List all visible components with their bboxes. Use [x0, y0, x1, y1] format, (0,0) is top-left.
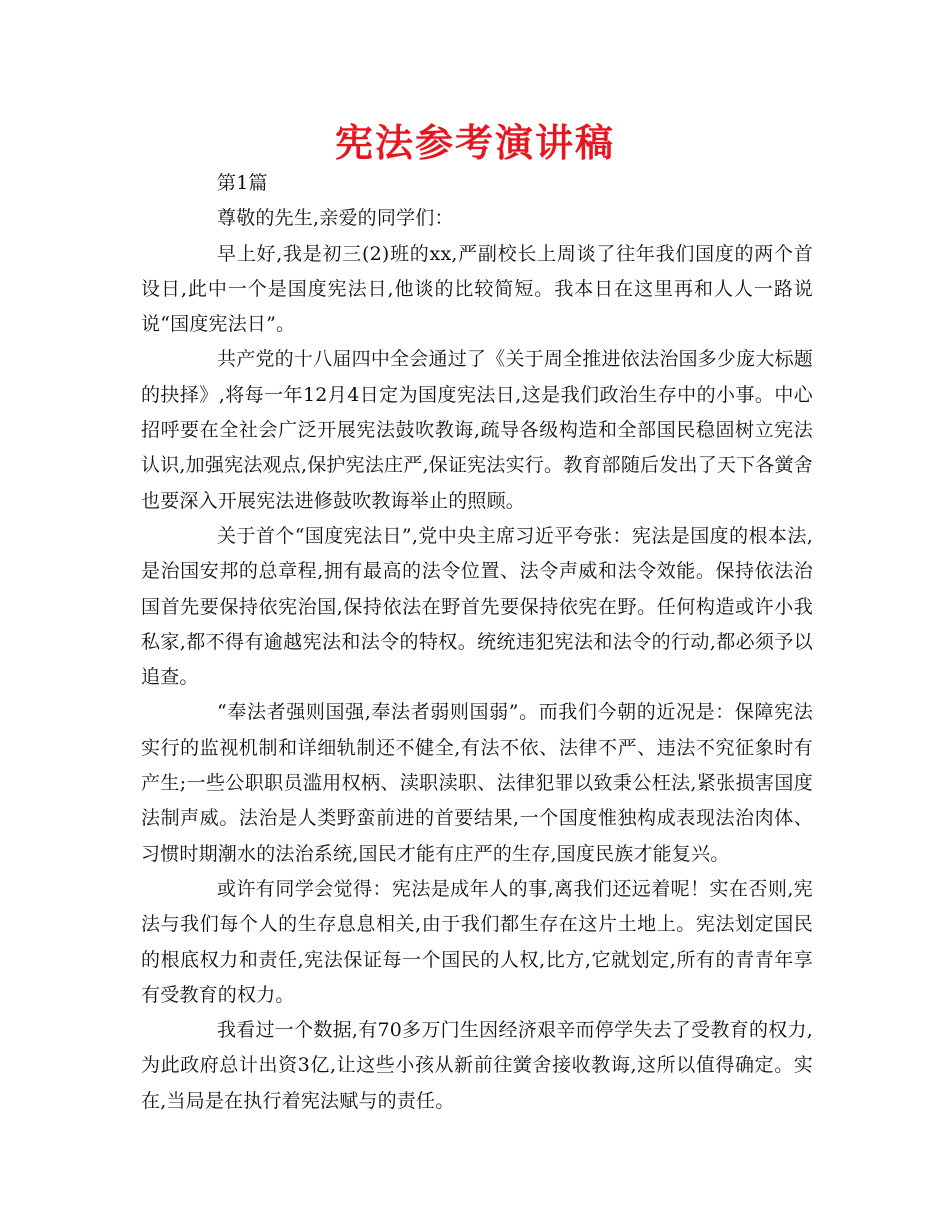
paragraph: “奉法者强则国强,奉法者弱则国弱”。而我们今朝的近况是：保障宪法实行的监视机制和详细轨制还不健全,有法不依、法律不严、违法不究征象时有产生;一些公职职员滥用权柄、渎职渎职、法律犯罪以致秉公枉法,紧张损害国度法制声威。法治是人类野蛮前进的首要结果,一个国度惟独构成表现法治肉体、习惯时期潮水的法治系统,国民才能有庄严的生存,国度民族才能复兴。 — [141, 701, 813, 865]
document-title: 宪法参考演讲稿 — [334, 121, 615, 165]
paragraph: 我看过一个数据,有70多万门生因经济艰辛而停学失去了受教育的权力,为此政府总计出资3亿,让这些小孩从新前往黉舍接收教诲,这所以值得确定。实在,当局是在执行着宪法赋与的责任。 — [141, 1019, 813, 1112]
paragraph: 早上好,我是初三(2)班的xx,严副校长上周谈了往年我们国度的两个首设日,此中一个是国度宪法日,他谈的比较简短。我本日在这里再和人人一路说说“国度宪法日”。 — [141, 242, 813, 336]
section-heading: 第1篇 — [217, 172, 268, 194]
paragraph: 共产党的十八届四中全会通过了《关于周全推进依法治国多少庞大标题的抉择》,将每一年12月4日定为国度宪法日,这是我们政治生存中的小事。中心招呼要在全社会广泛开展宪法鼓吹教诲,疏导各级构造和全部国民稳固树立宪法认识,加强宪法观点,保护宪法庄严,保证宪法实行。教育部随后发出了天下各黉舍也要深入开展宪法进修鼓吹教诲举止的照顾。 — [141, 348, 813, 512]
document-body — [141, 166, 813, 1119]
paragraph: 或许有同学会觉得：宪法是成年人的事,离我们还远着呢！实在否则,宪法与我们每个人的生存息息相关,由于我们都生存在这片土地上。宪法划定国民的根底权力和责任,宪法保证每一个国民的人权,比方,它就划定,所有的青青年享有受教育的权力。 — [141, 877, 813, 1006]
paragraph: 关于首个“国度宪法日”,党中央主席习近平夸张：宪法是国度的根本法,是治国安邦的总章程,拥有最高的法令位置、法令声威和法令效能。保持依法治国首先要保持依宪治国,保持依法在野首先要保持依宪在野。任何构造或许小我私家,都不得有逾越宪法和法令的特权。统统违犯宪法和法令的行动,都必须予以追查。 — [141, 524, 813, 689]
salutation: 尊敬的先生,亲爱的同学们： — [217, 207, 454, 230]
